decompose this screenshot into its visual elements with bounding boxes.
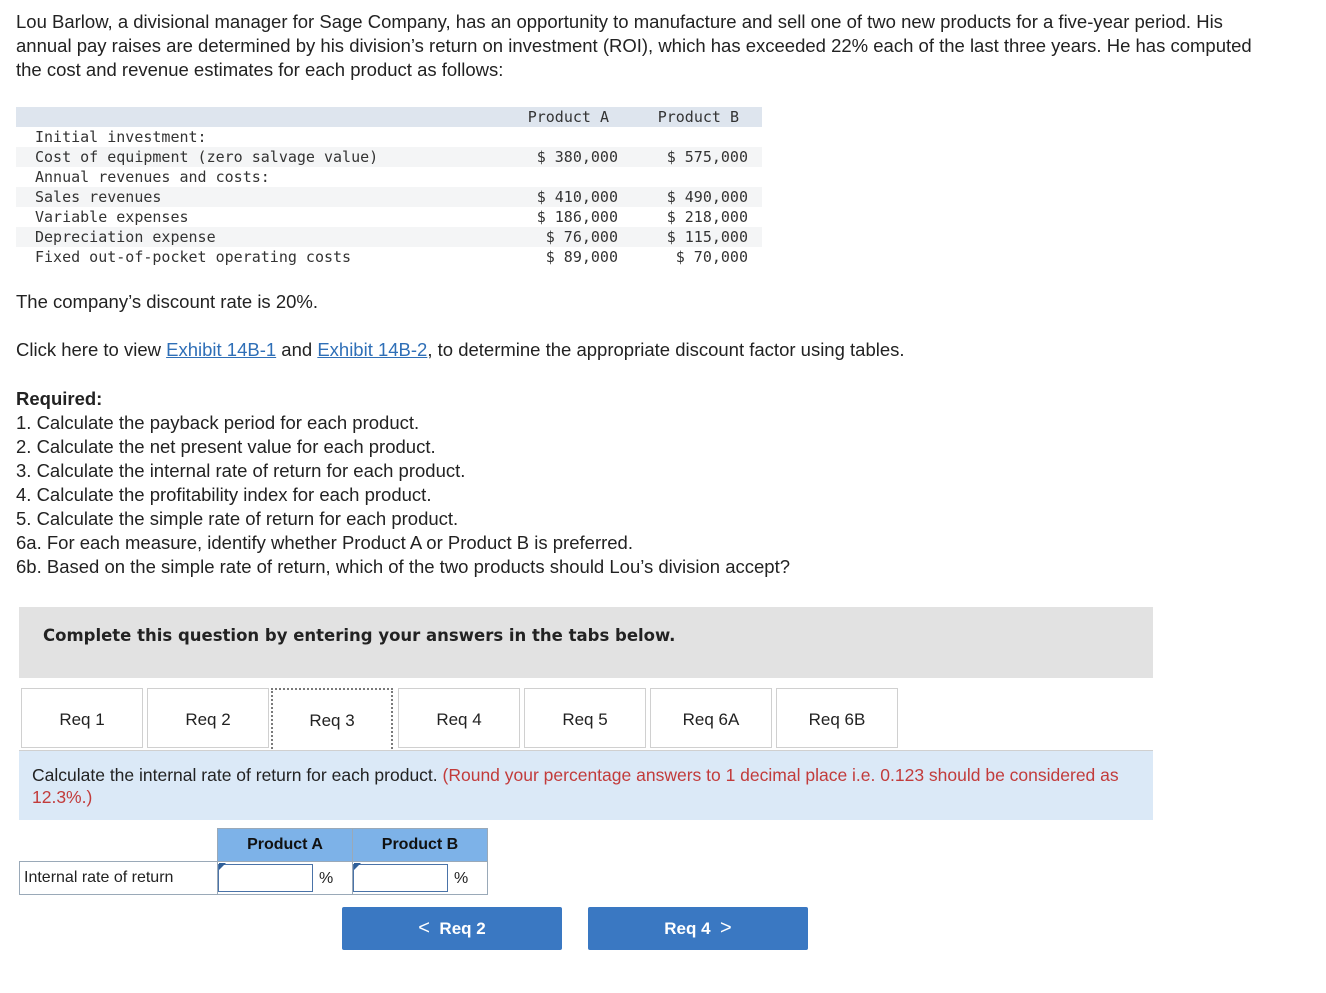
- percent-unit: %: [319, 869, 334, 887]
- value-a: $ 410,000: [536, 188, 618, 206]
- problem-intro: Lou Barlow, a divisional manager for Sage Company, has an opportunity to manufacture and sell one of two new products for a five-year period. His annual pay raises are determined by his division’s return on investment (ROI), which has exceeded 22% each of the last three years. He has computed the cost and revenue estimates for each product as follows:: [16, 11, 1252, 80]
- value-a: $ 76,000: [545, 228, 618, 246]
- prev-req-label: Req 2: [439, 919, 486, 938]
- tab-req-1[interactable]: Req 1: [21, 688, 143, 748]
- answer-header-product-b: Product B: [353, 829, 488, 862]
- value-b: $ 218,000: [666, 208, 748, 226]
- value-a: $ 380,000: [536, 148, 618, 166]
- row-label: Cost of equipment (zero salvage value): [35, 148, 379, 166]
- required-item: 6a. For each measure, identify whether Product A or Product B is preferred.: [16, 532, 633, 553]
- required-item: 5. Calculate the simple rate of return for each product.: [16, 508, 459, 529]
- input-marker-icon: [219, 863, 226, 870]
- row-label: Initial investment:: [35, 128, 207, 146]
- row-label: Variable expenses: [35, 208, 189, 226]
- instructions-banner: [19, 607, 1153, 678]
- discount-rate-text: The company’s discount rate is 20%.: [16, 291, 318, 312]
- row-label: Sales revenues: [35, 188, 162, 206]
- tab-req-5[interactable]: Req 5: [524, 688, 646, 748]
- value-a: $ 186,000: [536, 208, 618, 226]
- exhibit-mid: and: [276, 339, 318, 360]
- answer-header-row: [20, 829, 488, 862]
- exhibit-14b-2-link[interactable]: Exhibit 14B-2: [317, 339, 428, 360]
- required-section: [16, 387, 790, 579]
- table-row: [16, 147, 762, 167]
- value-b: $ 70,000: [675, 248, 748, 266]
- percent-unit: %: [454, 869, 469, 887]
- product-b-cell: [353, 862, 488, 895]
- exhibit-suffix: , to determine the appropriate discount factor using tables.: [427, 339, 905, 360]
- value-b: $ 490,000: [666, 188, 748, 206]
- product-a-cell: [218, 862, 353, 895]
- rounding-note: (Round your percentage answers to 1 decimal place i.e. 0.123 should be considered as 12.3%.): [32, 765, 1119, 807]
- tab-req-4[interactable]: Req 4: [398, 688, 520, 748]
- required-item: 6b. Based on the simple rate of return, which of the two products should Lou’s division accept?: [16, 556, 791, 577]
- table-row: [16, 227, 762, 247]
- tab-req-2[interactable]: Req 2: [147, 688, 269, 748]
- table-row: [16, 207, 762, 227]
- exhibit-prefix: Click here to view: [16, 339, 167, 360]
- exhibit-text: [16, 339, 905, 361]
- table-row: [16, 247, 762, 267]
- table-row: [20, 862, 488, 895]
- required-item: 4. Calculate the profitability index for each product.: [16, 484, 432, 505]
- required-item: 3. Calculate the internal rate of return for each product.: [16, 460, 466, 481]
- tab-req-6b[interactable]: Req 6B: [776, 688, 898, 748]
- instruction-box: [19, 751, 1153, 820]
- next-req-label: Req 4: [664, 919, 711, 938]
- irr-row-label: Internal rate of return: [20, 862, 218, 895]
- required-item: 2. Calculate the net present value for each product.: [16, 436, 436, 457]
- input-marker-icon: [354, 863, 361, 870]
- tab-req-3[interactable]: Req 3: [271, 688, 393, 752]
- row-label: Annual revenues and costs:: [35, 168, 270, 186]
- next-req-button[interactable]: [588, 907, 808, 950]
- table-row: [16, 187, 762, 207]
- answer-header-product-a: Product A: [218, 829, 353, 862]
- header-product-a: Product A: [527, 108, 609, 126]
- value-b: $ 115,000: [666, 228, 748, 246]
- product-b-irr-input[interactable]: [353, 864, 448, 892]
- banner-text: Complete this question by entering your answers in the tabs below.: [43, 626, 676, 645]
- required-title: Required:: [16, 388, 103, 409]
- table-row: [16, 167, 762, 187]
- product-a-irr-input[interactable]: [218, 864, 313, 892]
- instruction-text: Calculate the internal rate of return for each product.: [32, 765, 443, 785]
- row-label: Depreciation expense: [35, 228, 216, 246]
- chevron-left-icon: <: [418, 917, 430, 939]
- chevron-right-icon: >: [720, 917, 732, 939]
- header-product-b: Product B: [657, 108, 739, 126]
- exhibit-14b-1-link[interactable]: Exhibit 14B-1: [166, 339, 277, 360]
- table-header-row: [16, 107, 762, 127]
- answer-table: [19, 828, 488, 895]
- value-a: $ 89,000: [545, 248, 618, 266]
- tab-req-6a[interactable]: Req 6A: [650, 688, 772, 748]
- value-b: $ 575,000: [666, 148, 748, 166]
- row-label: Fixed out-of-pocket operating costs: [35, 248, 352, 266]
- table-row: [16, 127, 762, 147]
- header-blank: [20, 829, 218, 862]
- required-item: 1. Calculate the payback period for each product.: [16, 412, 420, 433]
- prev-req-button[interactable]: [342, 907, 562, 950]
